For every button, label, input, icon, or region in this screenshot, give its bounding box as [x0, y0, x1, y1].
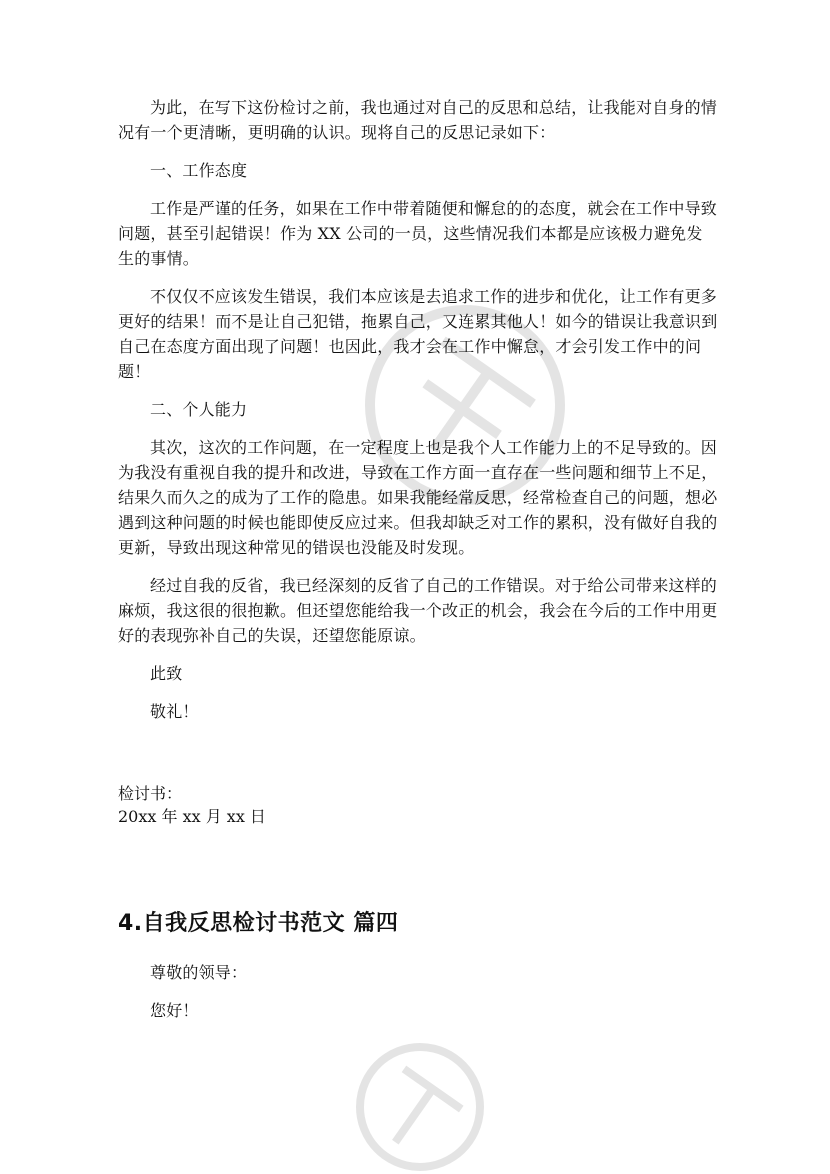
section-heading-attitude: 一、工作态度 — [150, 161, 248, 180]
section-title: 4.自我反思检讨书范文 篇四 — [118, 911, 399, 936]
signature-date: 20xx 年 xx 月 xx 日 — [118, 807, 266, 826]
paragraph-attitude-1: 工作是严谨的任务，如果在工作中带着随便和懈怠的的态度，就会在工作中导致问题，甚至引起错误！作为 XX 公司的一员，这些情况我们本都是应该极力避免发生的事情。 — [118, 199, 718, 268]
closing-jingli: 敬礼！ — [150, 702, 199, 721]
signature-label: 检讨书： — [118, 784, 183, 803]
paragraph-reflection: 经过自我的反省，我已经深刻的反省了自己的工作错误。对于给公司带来这样的麻烦，我这很的很抱歉。但还望您能给我一个改正的机会，我会在今后的工作中用更好的表现弥补自己的失误，还望您能原谅。 — [118, 576, 718, 645]
closing-cizhi: 此致 — [150, 664, 183, 683]
document-body — [118, 95, 718, 737]
paragraph-attitude-2: 不仅仅不应该发生错误，我们本应该是去追求工作的进步和优化，让工作有更多更好的结果！而不是让自己犯错，拖累自己，又连累其他人！如今的错误让我意识到自己在态度方面出现了问题！也因此，我才会在工作中懈怠，才会引发工作中的问题！ — [118, 287, 718, 381]
paragraph-intro: 为此，在写下这份检讨之前，我也通过对自己的反思和总结，让我能对自身的情况有一个更清晰，更明确的认识。现将自己的反思记录如下： — [118, 98, 718, 142]
next-section-body — [118, 960, 718, 1036]
greeting: 尊敬的领导： — [150, 963, 248, 982]
watermark-icon — [320, 1040, 520, 1174]
salutation: 您好！ — [150, 1001, 199, 1020]
section-heading-ability: 二、个人能力 — [150, 400, 248, 419]
paragraph-ability: 其次，这次的工作问题，在一定程度上也是我个人工作能力上的不足导致的。因为我没有重视自我的提升和改进，导致在工作方面一直存在一些问题和细节上不足，结果久而久之的成为了工作的隐患。如果我能经常反思，经常检查自己的问题，想必遇到这种问题的时候也能即使反应过来。但我却缺乏对工作的累积，没有做好自我的更新，导致出现这种常见的错误也没能及时发现。 — [118, 438, 718, 557]
